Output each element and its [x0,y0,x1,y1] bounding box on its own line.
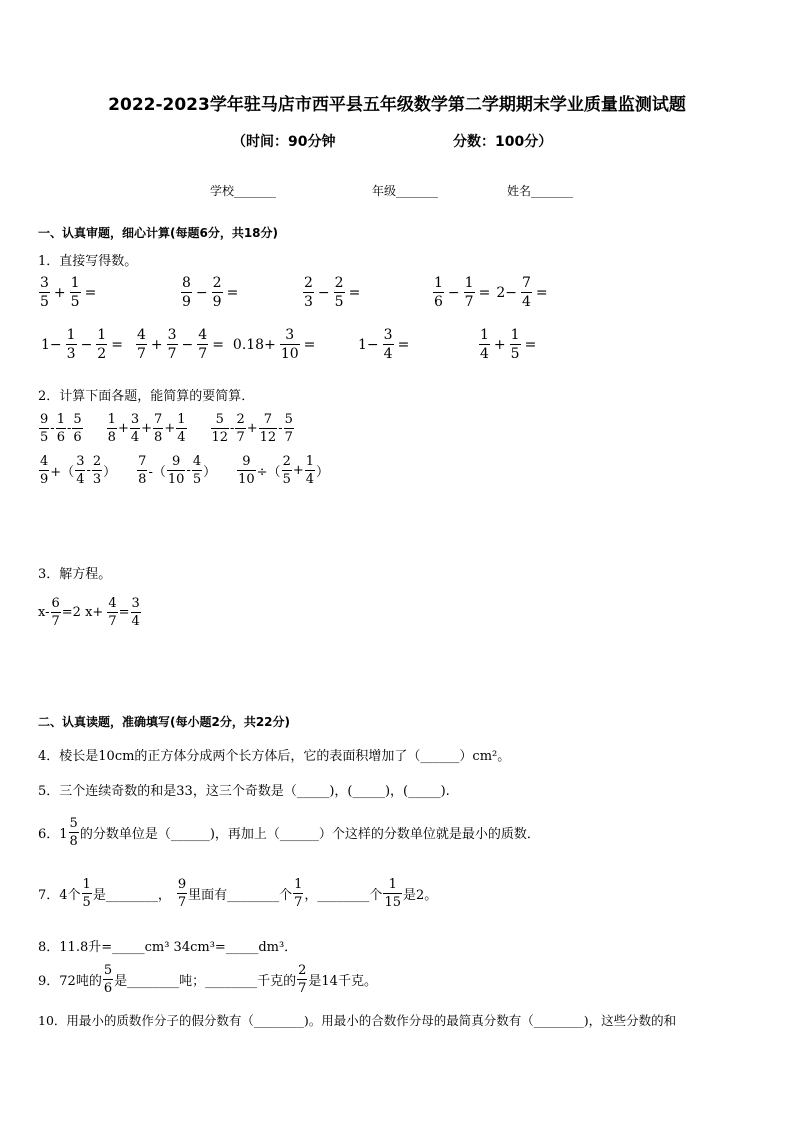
calc-row-2c: 1 4 + $\frac{1}{5}$ = [480,327,537,362]
question-3: 3．解方程。 [38,567,112,582]
section2-heading: 二、认真读题，准确填写(每小题2分，共22分) [38,715,291,729]
q7-part-c: 里面有________个 [188,888,293,903]
question-7: 7．4个 1 5 是________， 9 7 里面有________个 1 7 ，________个 1 15 是2。 [38,877,438,910]
q7-part-d: ，________个 [304,888,383,903]
q7-part-e: 是2。 [402,888,438,903]
page-title: 2022-2023学年驻马店市西平县五年级数学第二学期期末学业质量监测试题 [108,95,686,115]
q6-text: 的分数单位是（______)，再加上（______）个这样的分数单位就是最小的质数． [79,827,540,842]
time-label: （时间：90分钟 [232,134,336,150]
question-9: 9．72吨的 5 6 是________吨；________千克的 2 7 是14千克。 [38,963,377,996]
score-label: 分数：100分） [453,134,553,150]
q9-part-c: 是14千克。 [308,974,377,989]
calc-row-1d: 1 6 − $\frac{1}{7}$ = 2− $\frac{7}{4}$ = [434,275,548,310]
grade-field: 年级_______ [372,184,439,198]
q9-part-a: 9．72吨的 [38,974,102,989]
question-2: 2．计算下面各题，能简算的要简算． [38,389,255,404]
school-field: 学校_______ [210,184,277,198]
fraction: 3 5 [40,275,49,310]
question-4: 4．棱长是10cm的正方体分成两个长方体后，它的表面积增加了（______）cm²。 [38,749,511,764]
fraction: $\frac{1}{5}$ [70,275,80,310]
calc-row-2b: 1− $\frac{3}{4}$ = [358,327,410,362]
section1-heading: 一、认真审题，细心计算(每题6分，共18分) [38,226,279,240]
question-1: 1．直接写得数。 [38,254,138,269]
question-6: 6．1 5 8 的分数单位是（______)，再加上（______）个这样的分数单位就是最小的质数． [38,816,540,849]
q7-part-a: 7．4个 [38,888,81,903]
question-8: 8．11.8升=_____cm³ 34cm³=_____dm³． [38,940,298,955]
calc-row-1: 3 5 + $\frac{1}{5}$ = [40,275,97,310]
calc-q2-row2: 4 9 +（ 3 4 - 2 3 ） 7 8 -（ 9 10 - 4 5 ） 9 10 ÷（ 2 5 + 1 4 ） [40,454,330,487]
calc-row-1b: 8 9 − $\frac{2}{9}$ = [182,275,239,310]
name-field: 姓名_______ [507,184,574,198]
q9-part-b: 是________吨；________千克的 [114,974,297,989]
calc-row-1c: 2 3 − $\frac{2}{5}$ = [304,275,361,310]
calc-q2-row1: 9 5 - 1 6 - 5 6 1 8 + 3 4 + 7 8 + 1 4 5 12 - 2 7 + 7 12 - 5 7 [40,412,293,445]
q6-prefix: 6．1 [38,827,68,842]
q7-part-b: 是________， [92,888,171,903]
question-10: 10．用最小的质数作分子的假分数有（________)。用最小的合数作分母的最简真分数有（________)，这些分数的和 [38,1013,677,1028]
calc-row-2: 1− $\frac{1}{3}$ − $\frac{1}{2}$ = $\frac{4}{7}$ + $\frac{3}{7}$ − $\frac{4}{7}$ = 0.18+ $\frac{3}{10}$ = [41,327,316,362]
equations: x- 6 7 =2 x+ 4 7 = 3 4 [38,596,140,629]
question-5: 5．三个连续奇数的和是33，这三个奇数是（_____)，(_____)，(_____). [38,784,450,799]
